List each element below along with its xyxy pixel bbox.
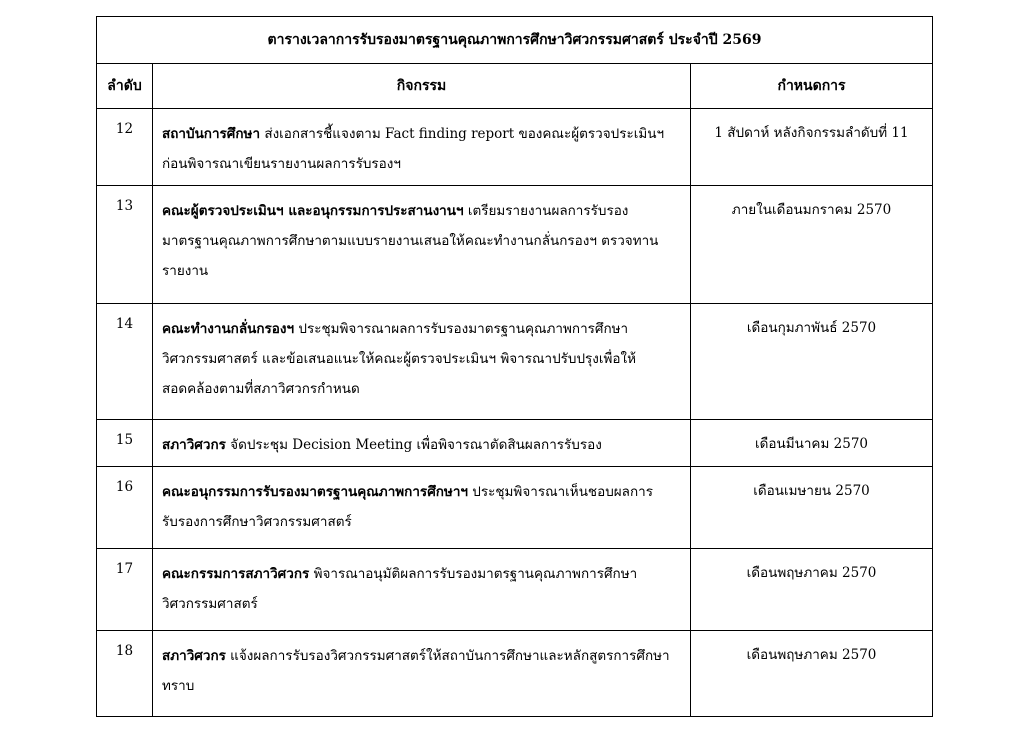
due-date: เดือนมีนาคม 2570	[691, 420, 933, 467]
activity-text: พิจารณาอนุมัติผลการรับรองมาตรฐานคุณภาพการศึกษาวิศวกรรมศาสตร์	[162, 566, 638, 612]
responsible-org: คณะอนุกรรมการรับรองมาตรฐานคุณภาพการศึกษาฯ	[162, 484, 468, 500]
due-date: เดือนพฤษภาคม 2570	[691, 549, 933, 631]
schedule-table	[96, 16, 933, 717]
responsible-org: คณะกรรมการสภาวิศวกร	[162, 566, 310, 582]
due-date: เดือนพฤษภาคม 2570	[691, 631, 933, 717]
header-row	[97, 64, 933, 109]
due-date: 1 สัปดาห์ หลังกิจกรรมลำดับที่ 11	[691, 109, 933, 186]
activity-cell	[153, 631, 691, 717]
header-activity: กิจกรรม	[153, 64, 691, 109]
table-row	[97, 186, 933, 304]
activity-text: จัดประชุม Decision Meeting เพื่อพิจารณาตัดสินผลการรับรอง	[230, 437, 602, 453]
responsible-org: สถาบันการศึกษา	[162, 126, 261, 142]
responsible-org: คณะผู้ตรวจประเมินฯ และอนุกรรมการประสานงานฯ	[162, 203, 464, 219]
table-row	[97, 631, 933, 717]
row-number: 15	[97, 420, 153, 467]
activity-cell	[153, 109, 691, 186]
table-row	[97, 109, 933, 186]
table-row	[97, 420, 933, 467]
activity-text: เตรียมรายงานผลการรับรองมาตรฐานคุณภาพการศึกษาตามแบบรายงานเสนอให้คณะทำงานกลั่นกรองฯ ตรวจทานรายงาน	[162, 203, 659, 279]
row-number: 16	[97, 467, 153, 549]
header-due: กำหนดการ	[691, 64, 933, 109]
activity-cell	[153, 304, 691, 420]
activity-cell	[153, 467, 691, 549]
activity-text: ประชุมพิจารณาเห็นชอบผลการรับรองการศึกษาวิศวกรรมศาสตร์	[162, 484, 653, 530]
row-number: 12	[97, 109, 153, 186]
responsible-org: สภาวิศวกร	[162, 437, 226, 453]
activity-cell	[153, 420, 691, 467]
table-row	[97, 467, 933, 549]
row-number: 17	[97, 549, 153, 631]
activity-cell	[153, 549, 691, 631]
row-number: 18	[97, 631, 153, 717]
due-date: เดือนเมษายน 2570	[691, 467, 933, 549]
activity-text: ประชุมพิจารณาผลการรับรองมาตรฐานคุณภาพการศึกษาวิศวกรรมศาสตร์ และข้อเสนอแนะให้คณะผู้ตรวจประเมินฯ พิจารณาปรับปรุงเพื่อให้สอดคล้องตามที่สภาวิศวกรกำหนด	[162, 321, 636, 397]
row-number: 13	[97, 186, 153, 304]
activity-cell	[153, 186, 691, 304]
due-date: ภายในเดือนมกราคม 2570	[691, 186, 933, 304]
responsible-org: สภาวิศวกร	[162, 648, 226, 664]
responsible-org: คณะทำงานกลั่นกรองฯ	[162, 321, 295, 337]
activity-text: แจ้งผลการรับรองวิศวกรรมศาสตร์ให้สถาบันการศึกษาและหลักสูตรการศึกษาทราบ	[162, 648, 670, 694]
activity-text: ส่งเอกสารชี้แจงตาม Fact finding report ของคณะผู้ตรวจประเมินฯ ก่อนพิจารณาเขียนรายงานผลการรับรองฯ	[162, 126, 665, 172]
table-row	[97, 304, 933, 420]
title-row	[97, 17, 933, 64]
table-row	[97, 549, 933, 631]
header-no: ลำดับ	[97, 64, 153, 109]
table-title: ตารางเวลาการรับรองมาตรฐานคุณภาพการศึกษาวิศวกรรมศาสตร์ ประจำปี 2569	[97, 17, 933, 64]
row-number: 14	[97, 304, 153, 420]
due-date: เดือนกุมภาพันธ์ 2570	[691, 304, 933, 420]
